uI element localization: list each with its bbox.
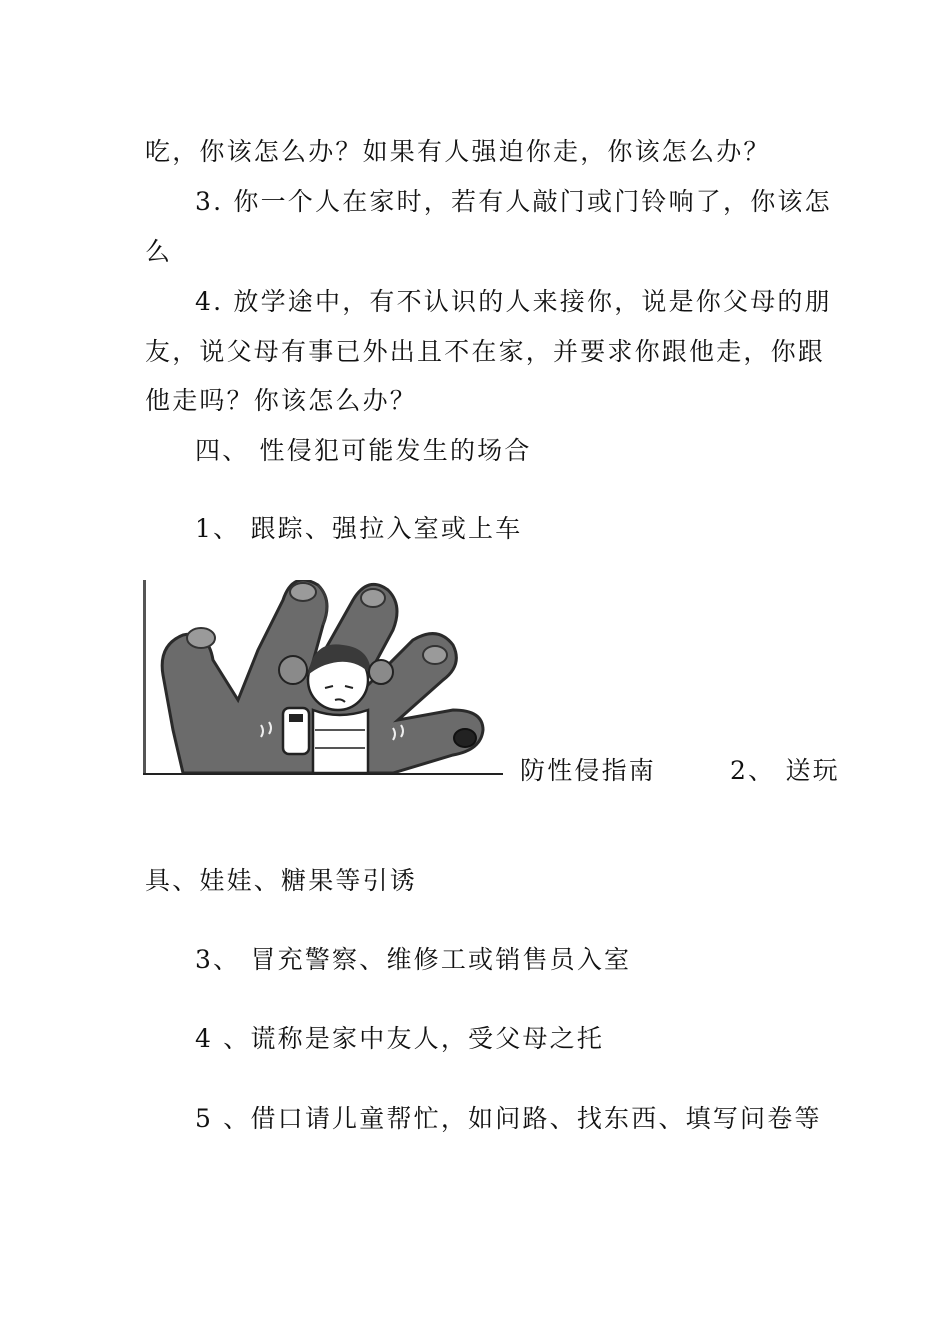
text-line-3: 么: [145, 237, 173, 266]
list-item-5: 5 、借口请儿童帮忙，如问路、找东西、填写问卷等: [195, 1104, 822, 1133]
list-item-1: 1、 跟踪、强拉入室或上车: [195, 514, 523, 543]
list-item-2-start: 2、 送玩: [730, 756, 840, 785]
hand-illustration-svg: [143, 580, 503, 773]
text-line-6: 他走吗？你该怎么办？: [145, 386, 418, 415]
text-line-4: 4. 放学途中，有不认识的人来接你，说是你父母的朋: [195, 287, 832, 316]
list-item-2-cont: 具、娃娃、糖果等引诱: [145, 866, 418, 895]
image-underline: [143, 773, 503, 775]
text-line-2: 3. 你一个人在家时，若有人敲门或门铃响了，你该怎: [195, 187, 832, 216]
image-caption: 防性侵指南: [520, 756, 657, 785]
section-heading-4: 四、 性侵犯可能发生的场合: [195, 436, 532, 465]
hand-illustration: [143, 580, 503, 773]
text-line-1: 吃，你该怎么办？如果有人强迫你走，你该怎么办？: [145, 137, 771, 166]
list-item-4: 4 、谎称是家中友人，受父母之托: [195, 1024, 605, 1053]
text-line-5: 友，说父母有事已外出且不在家，并要求你跟他走，你跟: [145, 337, 826, 366]
list-item-3: 3、 冒充警察、维修工或销售员入室: [195, 945, 632, 974]
